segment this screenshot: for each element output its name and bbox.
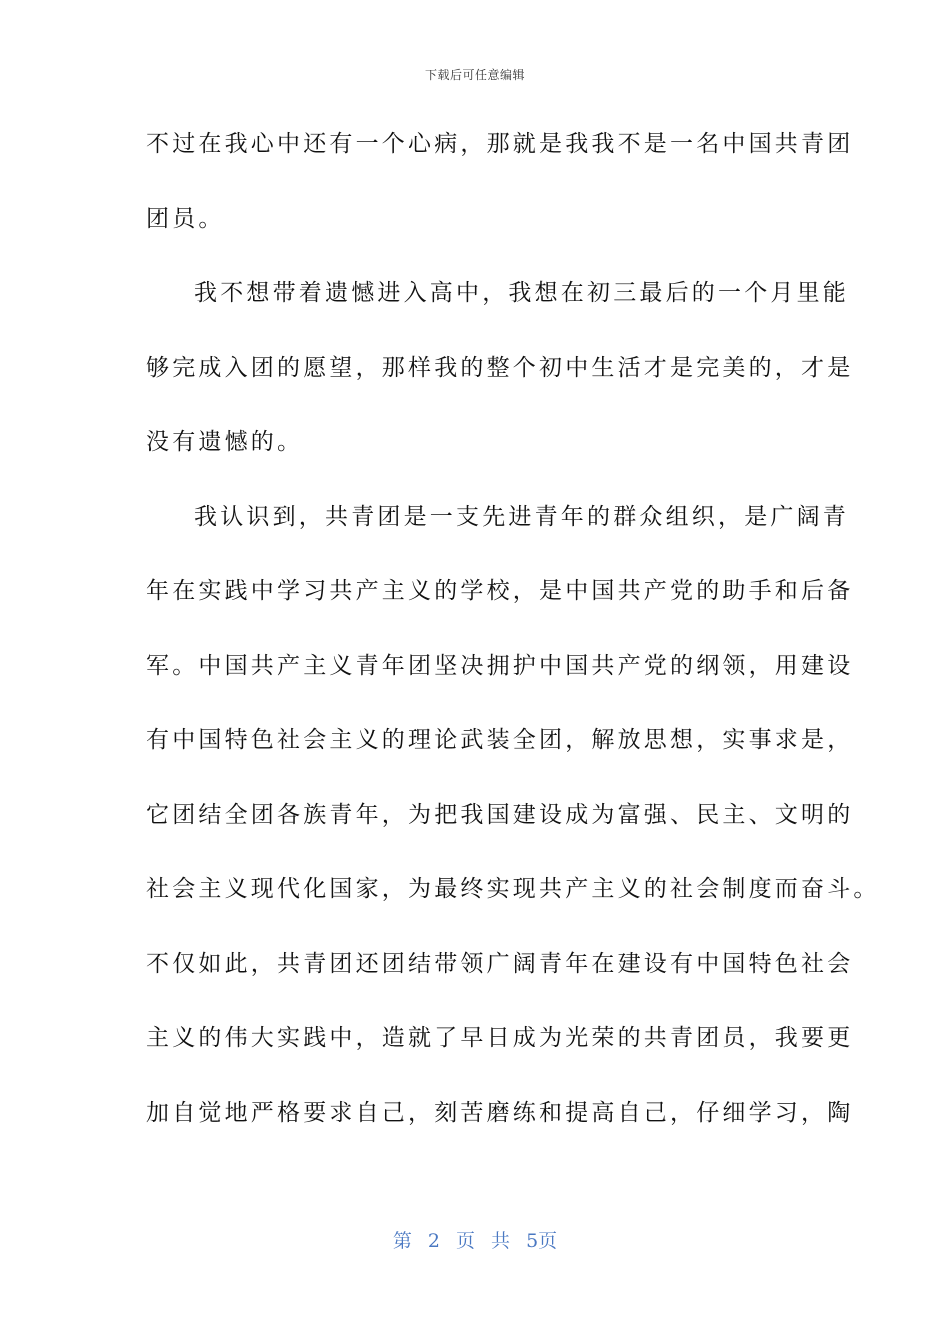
text-line: 我认识到，共青团是一支先进青年的群众组织，是广阔青 xyxy=(194,503,849,530)
text-line: 不过在我心中还有一个心病，那就是我我不是一名中国共青团 xyxy=(146,131,854,157)
text-line: 年在实践中学习共产主义的学校，是中国共产党的助手和后备 xyxy=(146,578,854,604)
text-line: 没有遗憾的。 xyxy=(146,429,304,455)
text-line: 够完成入团的愿望，那样我的整个初中生活才是完美的，才是 xyxy=(146,354,854,381)
document-body xyxy=(146,122,880,1165)
text-line: 不仅如此，共青团还团结带领广阔青年在建设有中国特色社会 xyxy=(146,950,854,977)
text-line: 它团结全团各族青年，为把我国建设成为富强、民主、文明的 xyxy=(146,801,854,828)
text-line: 社会主义现代化国家，为最终实现共产主义的社会制度而奋斗。 xyxy=(146,876,880,902)
text-line: 主义的伟大实践中，造就了早日成为光荣的共青团员，我要更 xyxy=(146,1025,854,1051)
text-line: 加自觉地严格要求自己，刻苦磨练和提高自己，仔细学习，陶 xyxy=(146,1099,854,1126)
text-line: 有中国特色社会主义的理论武装全团，解放思想，实事求是， xyxy=(146,727,854,753)
page-number-footer: 第 2 页 共 5页 xyxy=(392,1230,558,1252)
page-header: 下载后可任意编辑 xyxy=(424,68,525,82)
text-line: 军。中国共产主义青年团坚决拥护中国共产党的纲领，用建设 xyxy=(146,652,854,679)
text-line: 我不想带着遗憾进入高中，我想在初三最后的一个月里能 xyxy=(194,280,849,306)
text-line: 团员。 xyxy=(146,205,225,232)
